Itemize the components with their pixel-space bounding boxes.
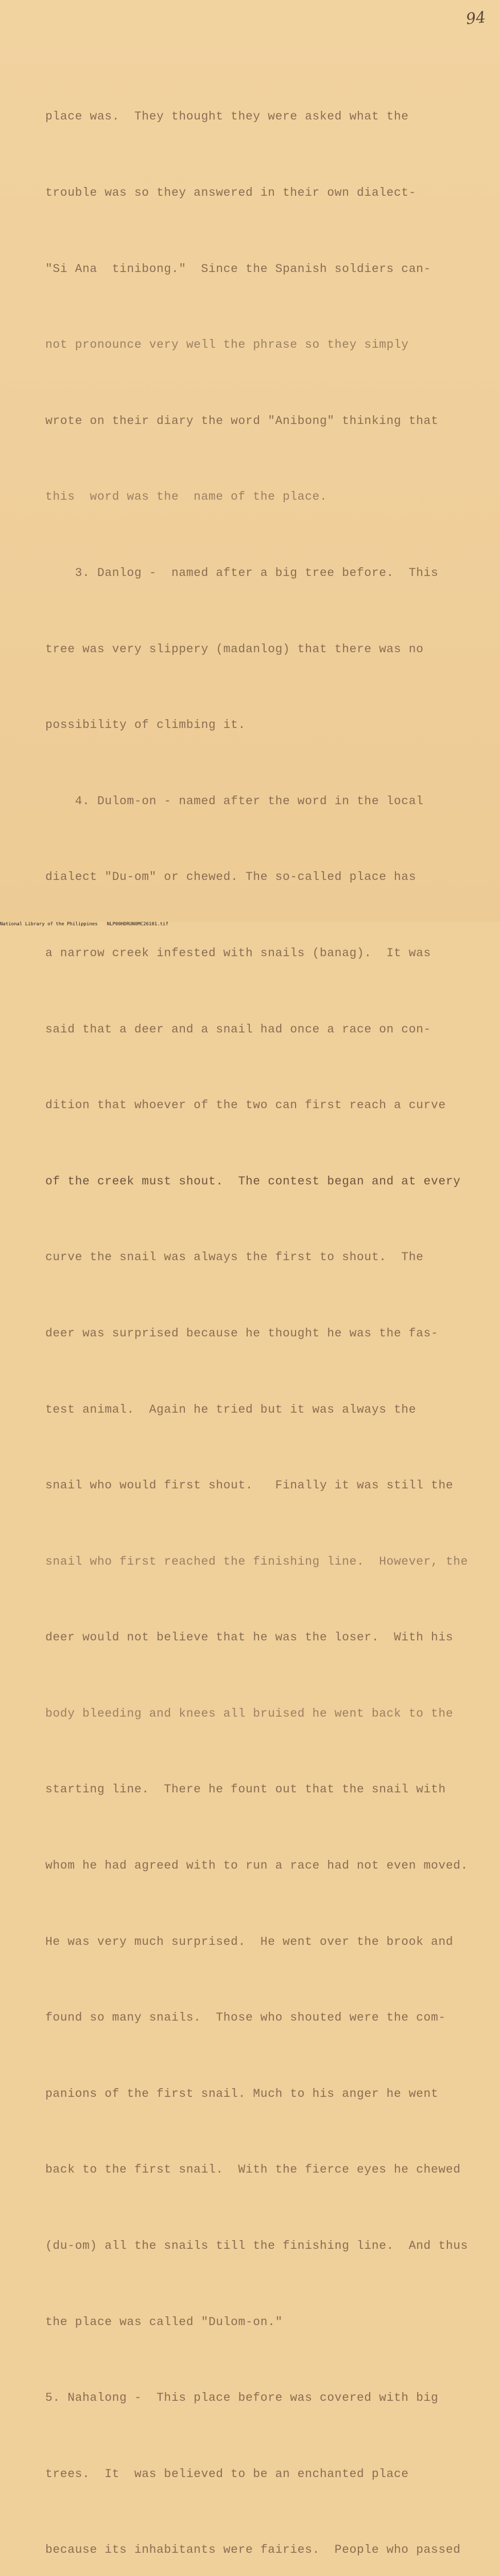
- text-line: 5. Nahalong - This place before was covered with big: [45, 2391, 439, 2405]
- scan-filename: NLP00HDRUN0MC26101.tif: [107, 922, 168, 927]
- text-line: body bleeding and knees all bruised he went back to the: [45, 1706, 454, 1720]
- text-line: possibility of climbing it.: [45, 718, 246, 732]
- text-line: snail who would first shout. Finally it was still the: [45, 1479, 454, 1493]
- text-line: (du-om) all the snails till the finishing line. And thus: [45, 2239, 468, 2253]
- archive-footer: [0, 922, 500, 927]
- page-number: 94: [465, 8, 487, 28]
- text-line: curve the snail was always the first to shout. The: [45, 1250, 424, 1264]
- text-line: deer would not believe that he was the loser. With his: [45, 1631, 454, 1645]
- text-line: because its inhabitants were fairies. People who passed: [45, 2543, 461, 2557]
- text-line: He was very much surprised. He went over the brook and: [45, 1935, 454, 1948]
- text-line: the place was called "Dulom-on.": [45, 2315, 283, 2329]
- text-line: trees. It was believed to be an enchanted place: [45, 2467, 409, 2481]
- text-line: panions of the first snail. Much to his anger he went: [45, 2087, 439, 2100]
- text-line: snail who first reached the finishing line. However, the: [45, 1554, 468, 1568]
- text-line: of the creek must shout. The contest began and at every: [45, 1174, 461, 1188]
- text-line: back to the first snail. With the fierce eyes he chewed: [45, 2163, 461, 2177]
- text-line: place was. They thought they were asked what the: [45, 110, 409, 124]
- text-line: trouble was so they answered in their own dialect-: [45, 186, 417, 199]
- text-line: a narrow creek infested with snails (banag). It was: [45, 946, 431, 960]
- text-line: test animal. Again he tried but it was always the: [45, 1402, 417, 1416]
- library-name: National Library of the Philippines: [0, 922, 98, 927]
- text-line: tree was very slippery (madanlog) that there was no: [45, 642, 424, 656]
- text-line: wrote on their diary the word "Anibong" thinking that: [45, 414, 439, 428]
- typewritten-text: [45, 54, 478, 2576]
- text-line: this word was the name of the place.: [45, 490, 327, 504]
- text-line: said that a deer and a snail had once a race on con-: [45, 1022, 431, 1036]
- text-line: 4. Dulom-on - named after the word in the local: [45, 794, 424, 808]
- text-line: dialect "Du-om" or chewed. The so-called place has: [45, 870, 417, 884]
- text-line: "Si Ana tinibong." Since the Spanish soldiers can-: [45, 262, 431, 276]
- text-line: deer was surprised because he thought he was the fas-: [45, 1326, 439, 1340]
- text-line: not pronounce very well the phrase so they simply: [45, 338, 409, 352]
- text-line: whom he had agreed with to run a race had not even moved.: [45, 1859, 468, 1873]
- text-line: found so many snails. Those who shouted were the com-: [45, 2011, 446, 2025]
- text-line: dition that whoever of the two can first reach a curve: [45, 1098, 446, 1112]
- text-line: 3. Danlog - named after a big tree before. This: [45, 566, 439, 580]
- text-line: starting line. There he fount out that the snail with: [45, 1783, 446, 1797]
